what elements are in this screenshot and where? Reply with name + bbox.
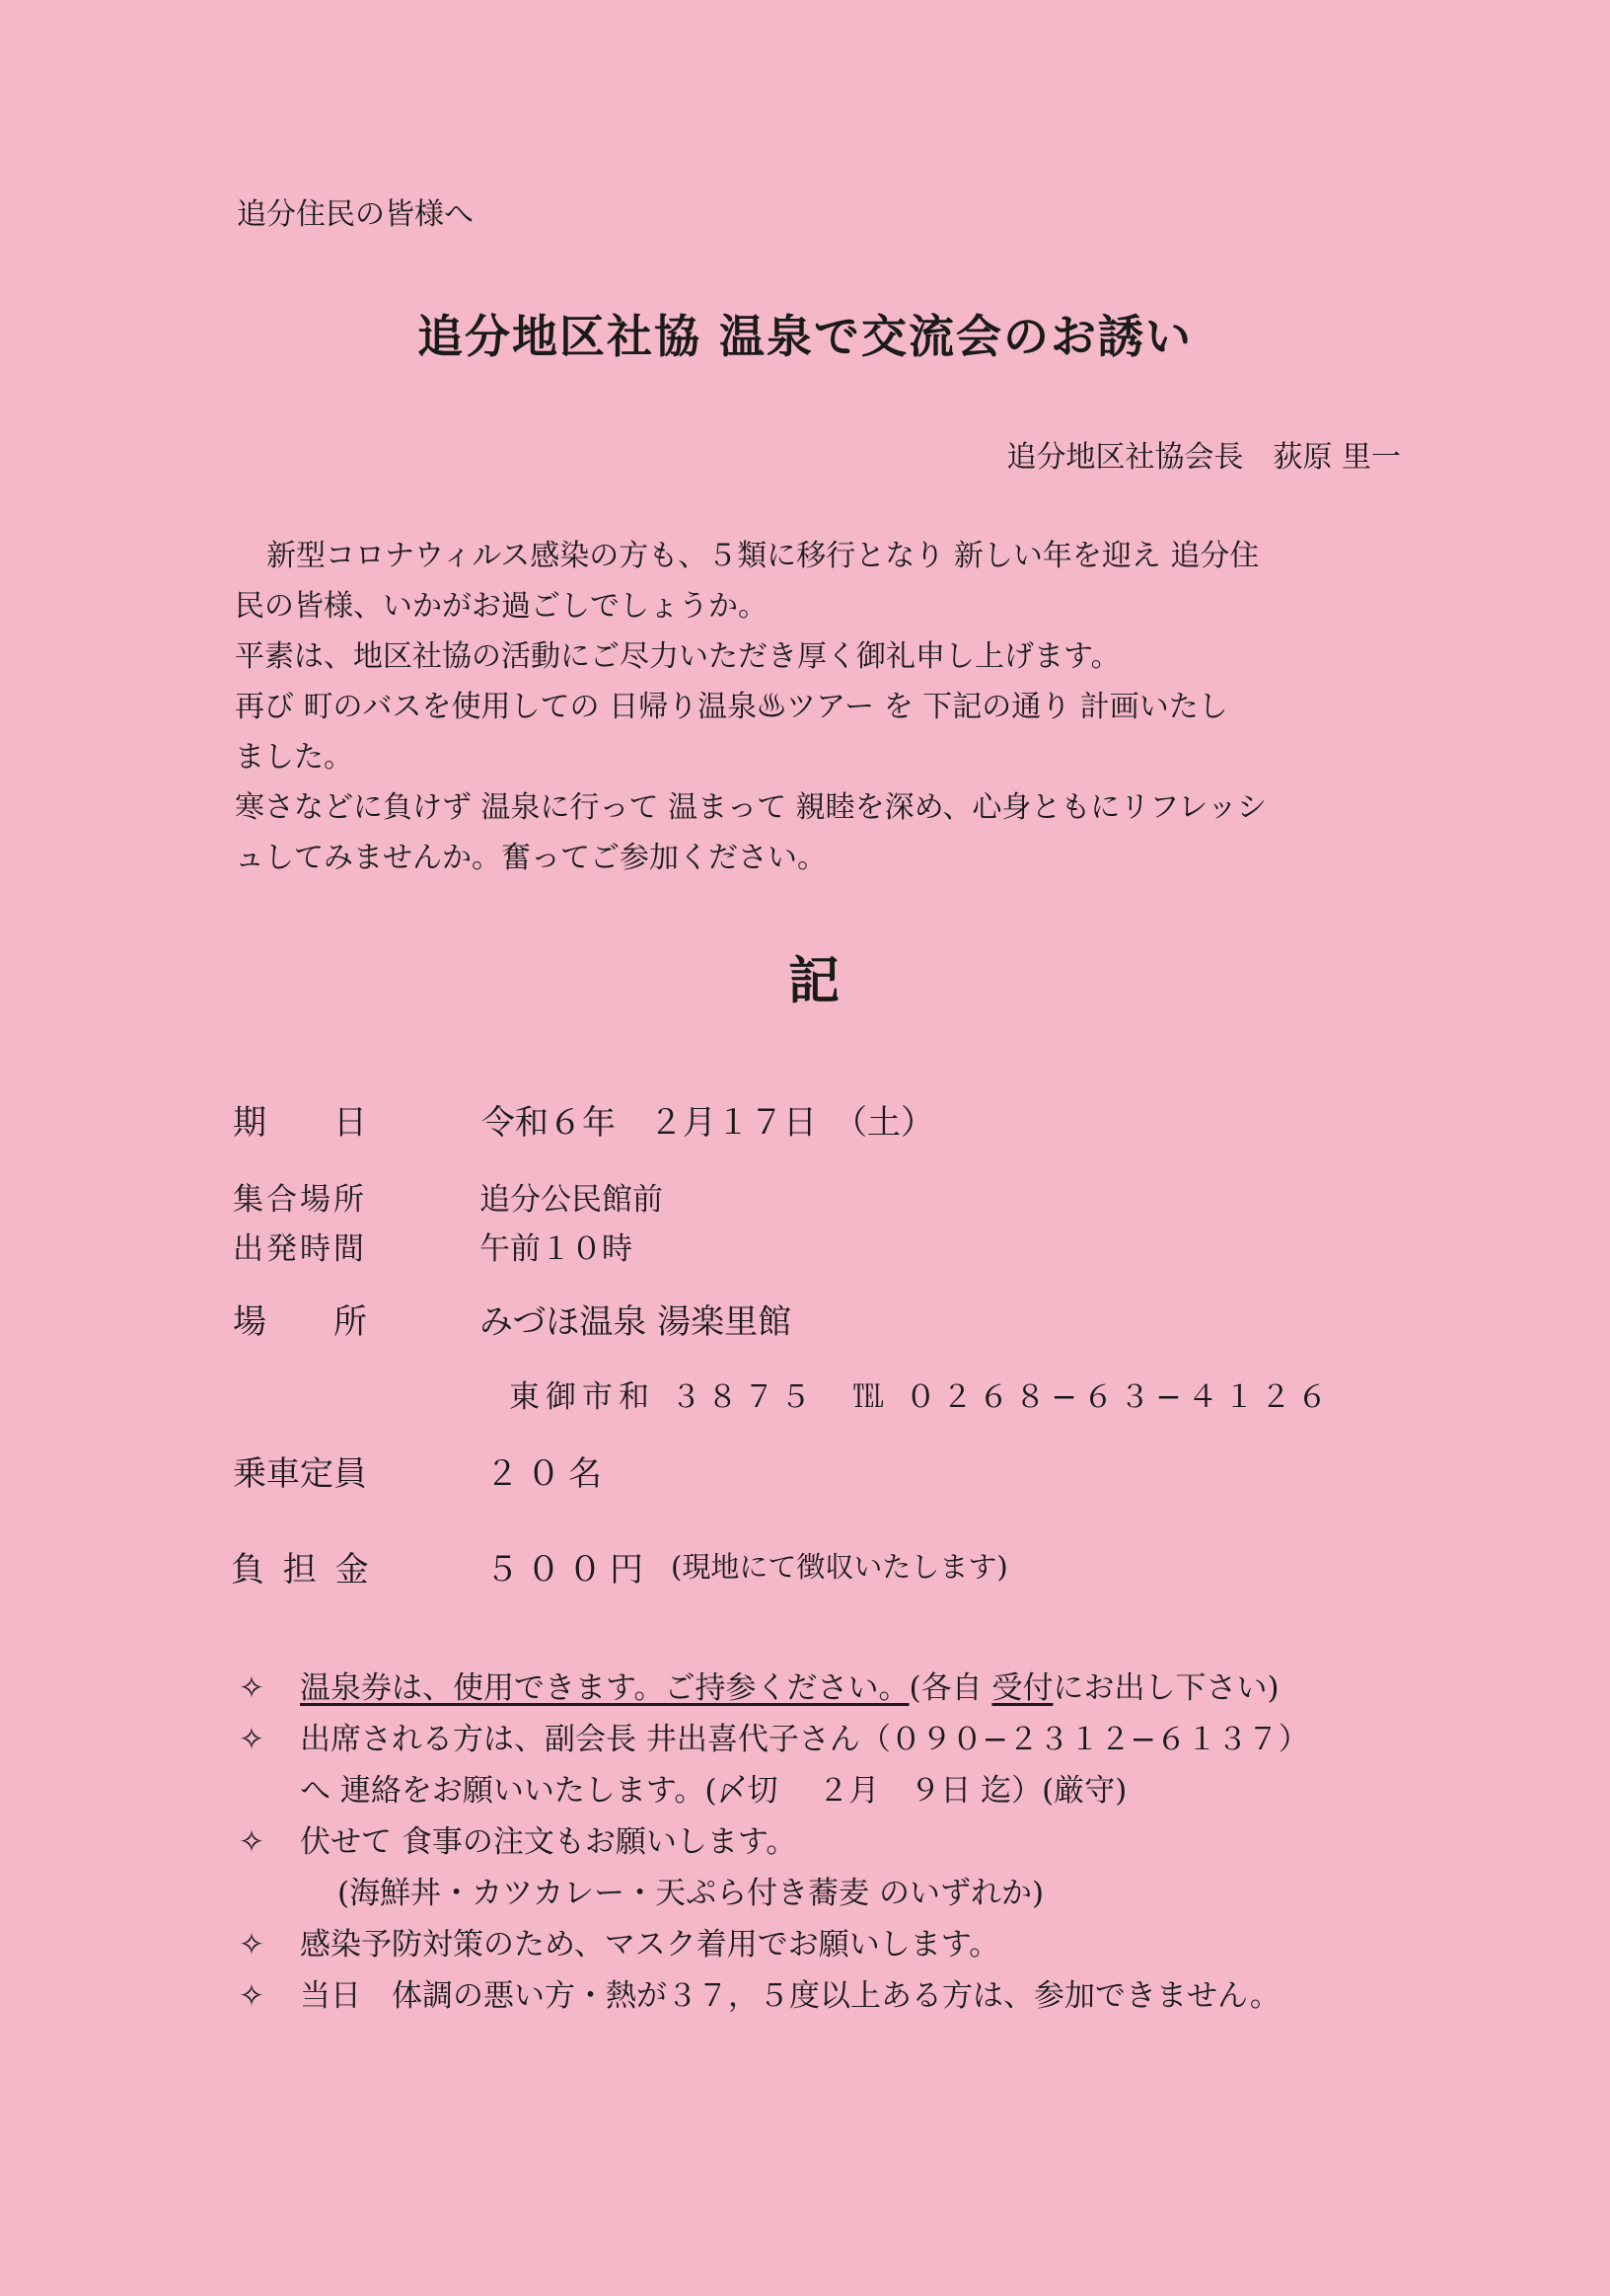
- body-text: [235, 531, 1399, 883]
- date-label: 期 日: [233, 1103, 367, 1143]
- capacity-value: ２０名: [485, 1454, 610, 1494]
- note-underlined: 受付: [991, 1670, 1054, 1706]
- place-value: みづほ温泉 湯楽里館: [479, 1302, 792, 1342]
- list-item-continued: [239, 1868, 1309, 1919]
- bullet-icon: ✧: [239, 1927, 264, 1963]
- note-text: にお出し下さい): [1053, 1670, 1280, 1706]
- fee-label: 負 担 金: [231, 1550, 373, 1590]
- notes-list: [239, 1663, 1309, 2022]
- list-item: [239, 1816, 1309, 1868]
- meeting-value: 追分公民館前: [479, 1182, 663, 1218]
- page-title: 追分地区社協 温泉で交流会のお誘い: [416, 310, 1193, 363]
- note-text: 出席される方は、副会長 井出喜代子さん（０９０−２３１２−６１３７）: [300, 1722, 1309, 1757]
- body-line: 民の皆様、いかがお過ごしでしょうか。: [235, 589, 768, 624]
- author-line: 追分地区社協会長 荻原 里一: [1006, 440, 1401, 475]
- meeting-label: 集合場所: [233, 1182, 367, 1218]
- list-item: [239, 1919, 1309, 1970]
- fee-note: (現地にて徴収いたします): [671, 1550, 1008, 1584]
- list-item: [239, 1970, 1309, 2022]
- ki-heading: 記: [787, 951, 840, 1011]
- departure-label: 出発時間: [233, 1231, 367, 1267]
- list-item: [239, 1663, 1309, 1714]
- bullet-icon: ✧: [239, 1824, 264, 1860]
- date-value: 令和６年 ２月１７日 （土）: [481, 1103, 934, 1143]
- departure-value: 午前１０時: [479, 1231, 632, 1267]
- body-line: 平素は、地区社協の活動にご尽力いただき厚く御礼申し上げます。: [235, 639, 1121, 674]
- capacity-label: 乗車定員: [233, 1454, 367, 1494]
- bullet-icon: ✧: [239, 1670, 264, 1706]
- note-text: 当日 体調の悪い方・熱が３７，５度以上ある方は、参加できません。: [300, 1978, 1281, 2014]
- list-item: [239, 1714, 1309, 1765]
- note-underlined: 温泉券は、使用できます。ご持参ください。: [300, 1670, 910, 1706]
- note-text: (海鮮丼・カツカレー・天ぷら付き蕎麦 のいずれか): [337, 1876, 1045, 1911]
- address-phone: 東御市和 ３８７５ ℡ ０２６８−６３−４１２６: [509, 1379, 1334, 1415]
- body-line: 再び 町のバスを使用しての 日帰り温泉♨ツアー を 下記の通り 計画いたし: [235, 690, 1228, 724]
- addressee: 追分住民の皆様へ: [237, 197, 474, 232]
- fee-value: ５００円: [485, 1550, 651, 1590]
- list-item-continued: [239, 1765, 1309, 1816]
- place-label: 場 所: [233, 1302, 367, 1342]
- body-line: 寒さなどに負けず 温泉に行って 温まって 親睦を深め、心身ともにリフレッシ: [235, 790, 1267, 825]
- note-text: 伏せて 食事の注文もお願いします。: [300, 1824, 797, 1860]
- bullet-icon: ✧: [239, 1978, 264, 2014]
- body-line: ュしてみませんか。奮ってご参加ください。: [235, 841, 827, 875]
- body-line: 新型コロナウィルス感染の方も、５類に移行となり 新しい年を迎え 追分住: [266, 539, 1260, 573]
- note-text: (各自: [909, 1670, 992, 1706]
- note-text: 感染予防対策のため、マスク着用でお願いします。: [300, 1927, 1000, 1963]
- body-line: ました。: [235, 740, 353, 775]
- bullet-icon: ✧: [239, 1722, 264, 1757]
- note-text: へ 連絡をお願いいたします。(〆切 ２月 ９日 迄）(厳守): [300, 1773, 1128, 1809]
